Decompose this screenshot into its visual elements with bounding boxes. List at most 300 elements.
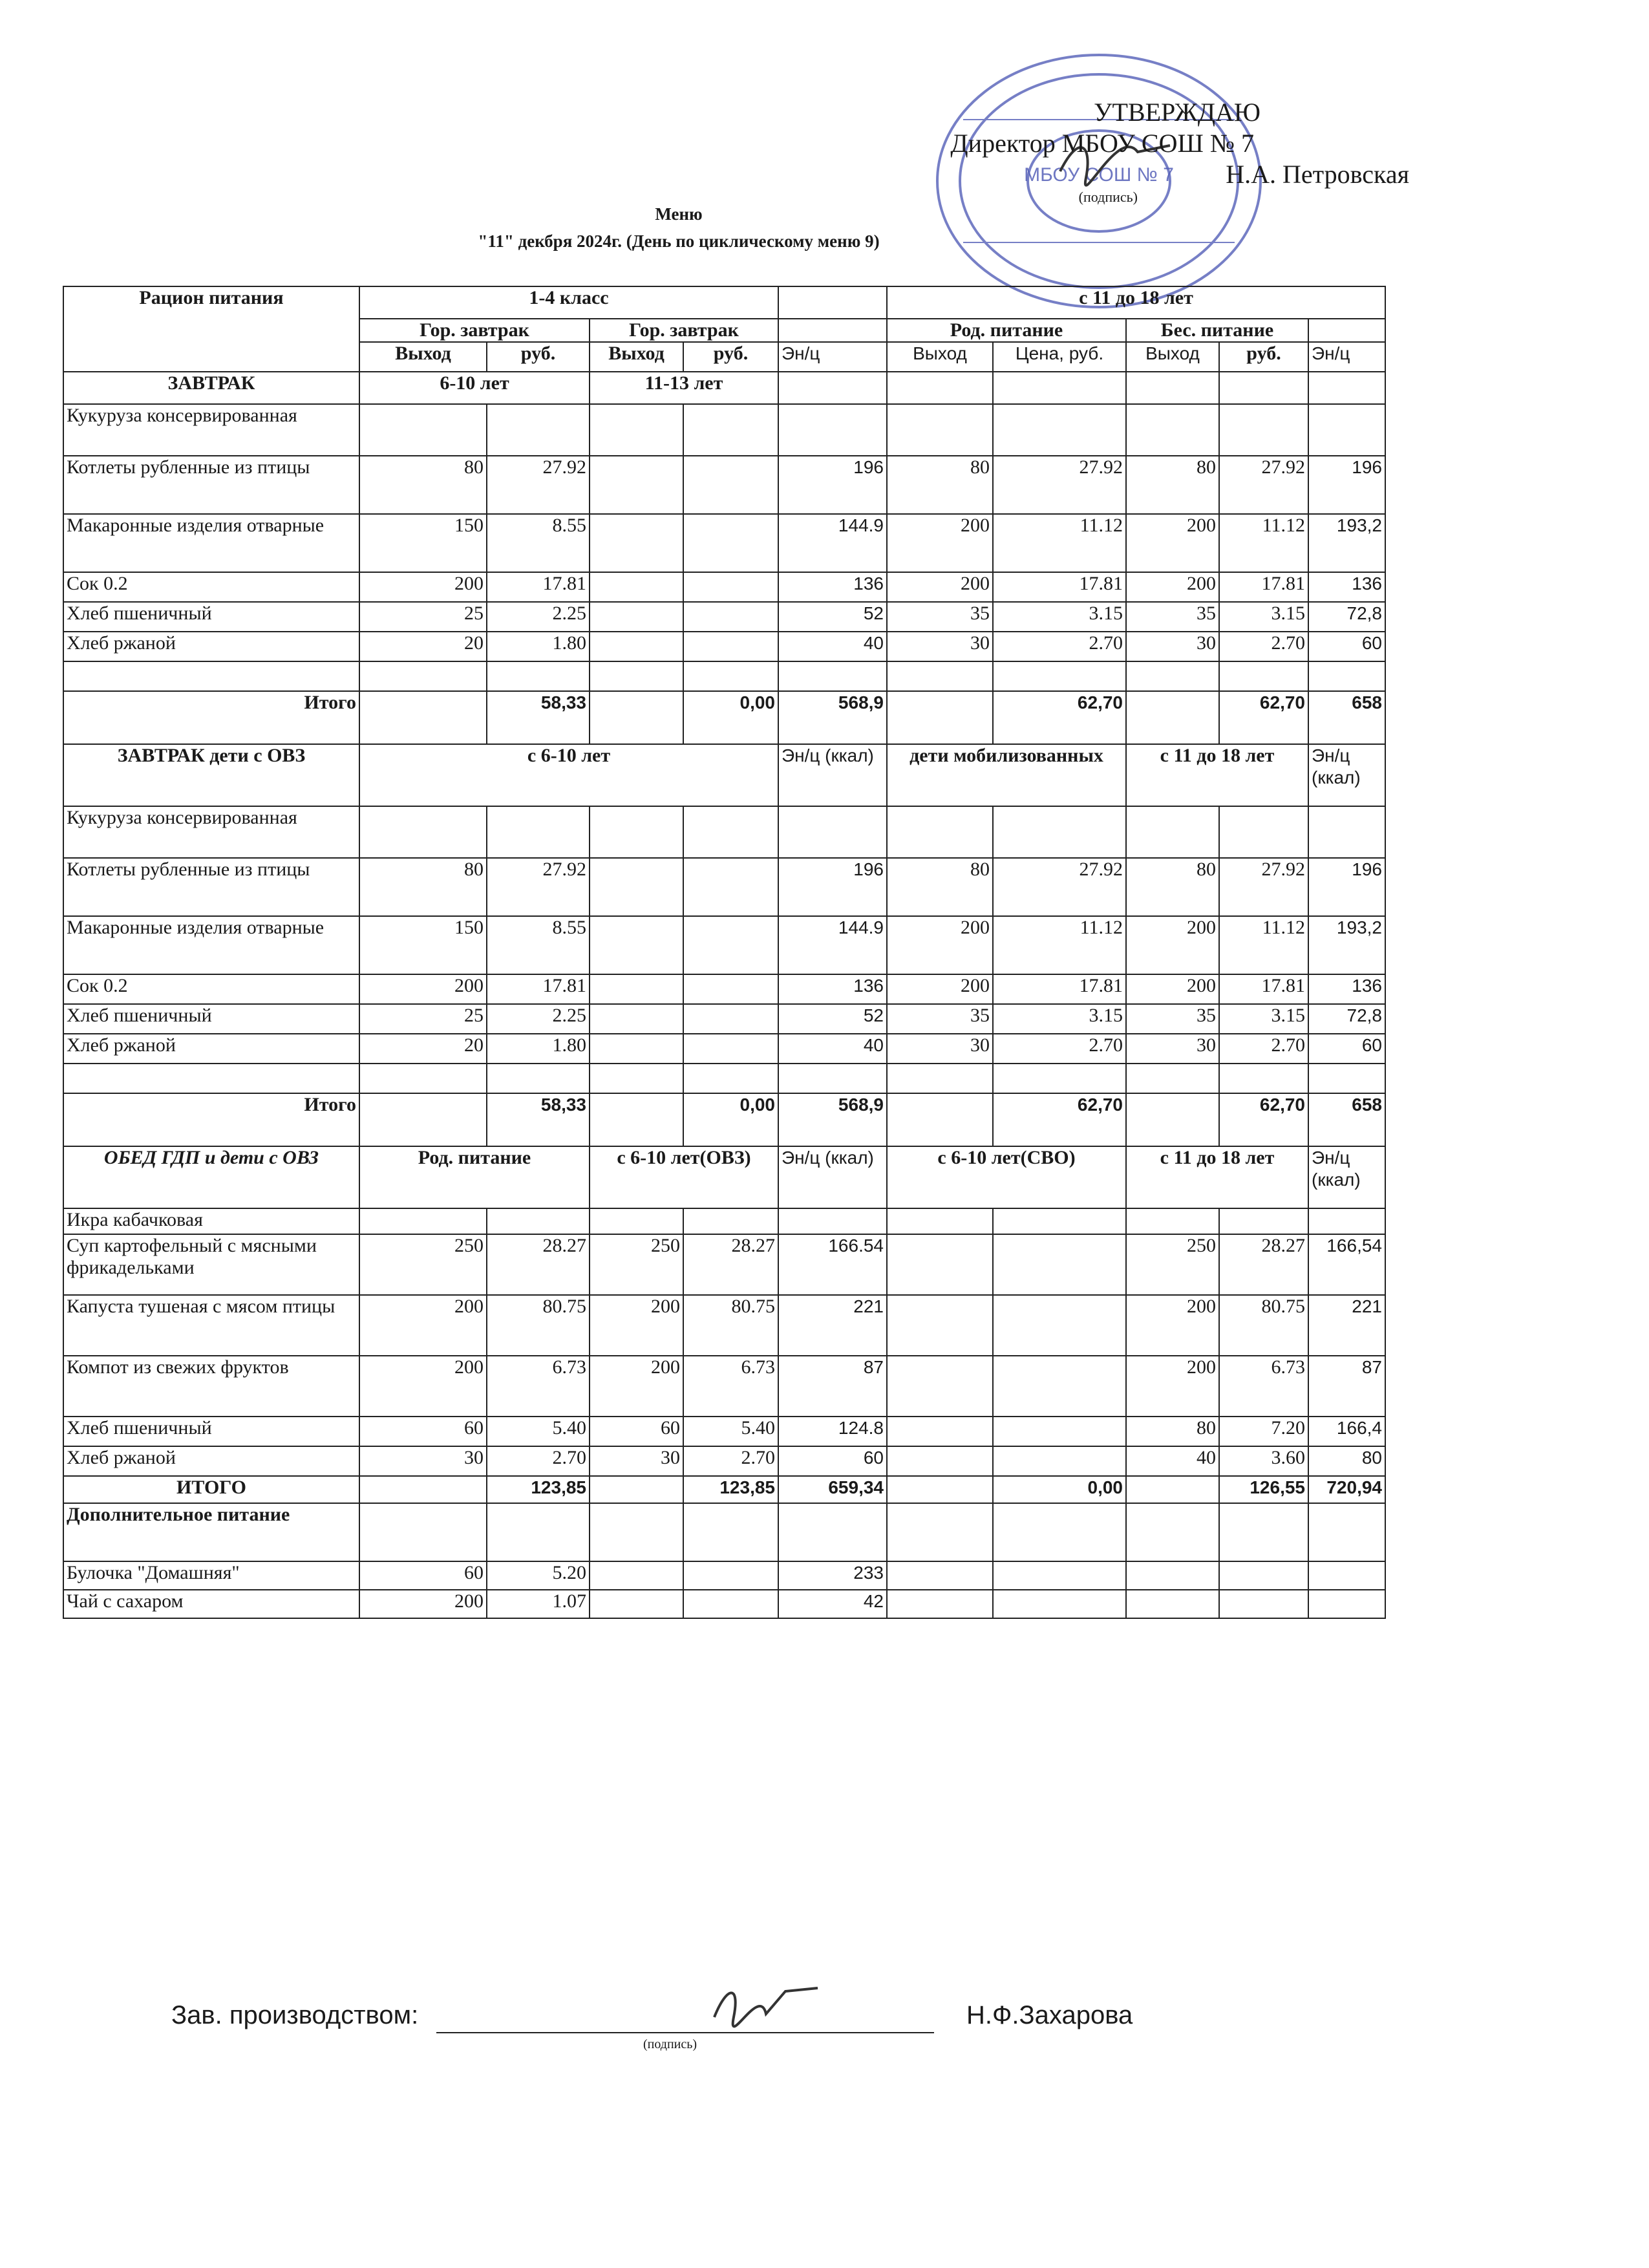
dish-value <box>683 602 778 632</box>
dish-value <box>1308 1561 1385 1590</box>
header-row-1 <box>63 286 1385 319</box>
dish-value <box>590 456 683 514</box>
dish-value: 30 <box>887 632 993 661</box>
dish-value: 80 <box>1126 456 1219 514</box>
dish-value: 136 <box>778 572 887 602</box>
dish-value: 136 <box>778 974 887 1004</box>
breakfast-ovz-energy: Эн/ц (ккал) <box>778 744 887 806</box>
total-value <box>887 1476 993 1503</box>
dish-value: 80 <box>1126 858 1219 916</box>
dish-value: 35 <box>1126 1004 1219 1034</box>
dish-value <box>993 1356 1126 1417</box>
dish-value: 27.92 <box>487 456 590 514</box>
dish-value: 30 <box>359 1446 487 1476</box>
dish-name: Хлеб пшеничный <box>63 1004 359 1034</box>
dish-value: 2.70 <box>993 632 1126 661</box>
empty-cell <box>993 1064 1126 1093</box>
dish-value: 250 <box>1126 1234 1219 1295</box>
dish-value: 28.27 <box>487 1234 590 1295</box>
dish-value: 11.12 <box>1219 916 1308 974</box>
dish-value: 80.75 <box>683 1295 778 1356</box>
dish-value <box>1308 806 1385 858</box>
total-value <box>359 1476 487 1503</box>
total-value <box>1126 1476 1219 1503</box>
empty-cell <box>1219 1503 1308 1561</box>
dish-value: 2.70 <box>683 1446 778 1476</box>
dish-value: 200 <box>887 974 993 1004</box>
dish-value <box>1126 404 1219 456</box>
extra-section-row <box>63 1503 1385 1561</box>
header-col: Выход <box>590 342 683 372</box>
dish-value <box>359 404 487 456</box>
dish-value <box>683 1004 778 1034</box>
dish-value <box>590 602 683 632</box>
dish-value <box>590 1561 683 1590</box>
breakfast-section-row <box>63 372 1385 404</box>
dish-value: 80 <box>1308 1446 1385 1476</box>
dish-value <box>778 404 887 456</box>
dish-value: 1.80 <box>487 1034 590 1064</box>
dish-value <box>590 514 683 572</box>
total-value: 58,33 <box>487 1093 590 1146</box>
dish-value <box>683 456 778 514</box>
empty-cell <box>683 661 778 691</box>
dish-value <box>683 404 778 456</box>
dish-value: 233 <box>778 1561 887 1590</box>
total-value <box>590 1476 683 1503</box>
table-row <box>63 514 1385 572</box>
dish-value <box>887 1356 993 1417</box>
dish-value <box>1308 1590 1385 1618</box>
spacer-row <box>63 661 1385 691</box>
dish-value: 11.12 <box>1219 514 1308 572</box>
dish-value: 5.40 <box>487 1417 590 1446</box>
signature-line <box>436 2032 934 2033</box>
table-row <box>63 632 1385 661</box>
dish-value: 200 <box>359 1356 487 1417</box>
empty-cell <box>1308 1064 1385 1093</box>
dish-value <box>1308 1208 1385 1234</box>
dish-value <box>1126 1561 1219 1590</box>
table-row <box>63 602 1385 632</box>
header-col: Эн/ц <box>778 342 887 372</box>
dish-value <box>590 1004 683 1034</box>
total-value: 658 <box>1308 1093 1385 1146</box>
dish-value: 30 <box>887 1034 993 1064</box>
empty-cell <box>887 661 993 691</box>
dish-value <box>683 514 778 572</box>
production-head-signature <box>708 1978 824 2037</box>
approval-title: УТВЕРЖДАЮ <box>1094 98 1261 127</box>
dish-value: 144.9 <box>778 514 887 572</box>
dish-value: 27.92 <box>487 858 590 916</box>
table-row <box>63 1034 1385 1064</box>
menu-title-line1: Меню <box>655 204 703 224</box>
dish-value: 17.81 <box>1219 974 1308 1004</box>
dish-value: 2.70 <box>487 1446 590 1476</box>
dish-value <box>683 806 778 858</box>
dish-value <box>590 572 683 602</box>
dish-value: 7.20 <box>1219 1417 1308 1446</box>
lunch-title: ОБЕД ГДП и дети с ОВЗ <box>63 1146 359 1208</box>
dish-value: 25 <box>359 1004 487 1034</box>
total-value <box>887 691 993 744</box>
total-value: 123,85 <box>487 1476 590 1503</box>
dish-name: Чай с сахаром <box>63 1590 359 1618</box>
header-gor-zavtrak-1: Гор. завтрак <box>359 319 590 342</box>
dish-value: 25 <box>359 602 487 632</box>
dish-name: Кукуруза консервированная <box>63 404 359 456</box>
dish-value <box>887 806 993 858</box>
dish-value <box>590 974 683 1004</box>
empty-cell <box>993 661 1126 691</box>
empty-cell <box>993 372 1126 404</box>
total-value <box>359 691 487 744</box>
dish-value: 200 <box>590 1356 683 1417</box>
dish-value: 80 <box>1126 1417 1219 1446</box>
dish-name: Сок 0.2 <box>63 974 359 1004</box>
dish-value <box>683 1561 778 1590</box>
breakfast-age-2: 11-13 лет <box>590 372 778 404</box>
total-value: 568,9 <box>778 1093 887 1146</box>
dish-value: 80 <box>359 456 487 514</box>
dish-value <box>683 858 778 916</box>
header-rod-pitanie: Род. питание <box>887 319 1126 342</box>
empty-cell <box>778 661 887 691</box>
empty-cell <box>887 1503 993 1561</box>
stamp-center-text: МБОУ СОШ № 7 <box>1024 164 1174 186</box>
dish-value <box>778 806 887 858</box>
dish-value <box>590 806 683 858</box>
dish-value: 52 <box>778 1004 887 1034</box>
dish-value: 2.70 <box>993 1034 1126 1064</box>
dish-value <box>993 404 1126 456</box>
dish-name: Компот из свежих фруктов <box>63 1356 359 1417</box>
dish-value: 8.55 <box>487 916 590 974</box>
dish-value: 30 <box>1126 1034 1219 1064</box>
lunch-energy: Эн/ц (ккал) <box>778 1146 887 1208</box>
approval-block <box>892 97 1409 204</box>
dish-value: 200 <box>1126 572 1219 602</box>
dish-value: 166,4 <box>1308 1417 1385 1446</box>
dish-value: 200 <box>359 1590 487 1618</box>
dish-value: 3.60 <box>1219 1446 1308 1476</box>
dish-value <box>993 1417 1126 1446</box>
dish-value <box>487 1208 590 1234</box>
extra-title: Дополнительное питание <box>63 1503 359 1561</box>
dish-value: 3.15 <box>1219 602 1308 632</box>
lunch-rod-pitanie: Род. питание <box>359 1146 590 1208</box>
table-row <box>63 572 1385 602</box>
dish-value: 6.73 <box>1219 1356 1308 1417</box>
dish-value: 42 <box>778 1590 887 1618</box>
dish-value <box>993 1561 1126 1590</box>
dish-value: 250 <box>359 1234 487 1295</box>
empty-cell <box>887 1064 993 1093</box>
header-col: руб. <box>1219 342 1308 372</box>
dish-value: 60 <box>590 1417 683 1446</box>
table-row <box>63 1561 1385 1590</box>
dish-value: 3.15 <box>993 1004 1126 1034</box>
approval-position: Директор МБОУ СОШ № 7 <box>950 129 1254 158</box>
empty-cell <box>590 661 683 691</box>
dish-value: 200 <box>1126 1295 1219 1356</box>
dish-value: 17.81 <box>487 572 590 602</box>
dish-value <box>590 858 683 916</box>
dish-value <box>683 572 778 602</box>
dish-value: 30 <box>590 1446 683 1476</box>
lunch-section-row <box>63 1146 1385 1208</box>
dish-value <box>359 1208 487 1234</box>
dish-name: Котлеты рубленные из птицы <box>63 858 359 916</box>
dish-value: 27.92 <box>993 456 1126 514</box>
dish-value <box>683 632 778 661</box>
dish-value: 72,8 <box>1308 602 1385 632</box>
dish-value <box>993 1208 1126 1234</box>
header-empty-cell <box>1308 319 1385 342</box>
dish-value <box>1126 1208 1219 1234</box>
dish-value: 35 <box>887 602 993 632</box>
dish-name: Хлеб пшеничный <box>63 1417 359 1446</box>
dish-name: Макаронные изделия отварные <box>63 916 359 974</box>
table-row <box>63 1446 1385 1476</box>
total-value: 720,94 <box>1308 1476 1385 1503</box>
table-row <box>63 806 1385 858</box>
total-value: 0,00 <box>683 1093 778 1146</box>
total-value: 659,34 <box>778 1476 887 1503</box>
dish-value: 2.25 <box>487 602 590 632</box>
dish-value <box>590 404 683 456</box>
header-col: руб. <box>487 342 590 372</box>
total-value: 0,00 <box>683 691 778 744</box>
header-empty-cell <box>778 286 887 319</box>
total-row <box>63 1476 1385 1503</box>
empty-cell <box>487 1064 590 1093</box>
dish-value: 40 <box>778 632 887 661</box>
dish-value: 3.15 <box>1219 1004 1308 1034</box>
dish-value <box>993 806 1126 858</box>
dish-value: 80 <box>359 858 487 916</box>
dish-name: Икра кабачковая <box>63 1208 359 1234</box>
header-gor-zavtrak-2: Гор. завтрак <box>590 319 778 342</box>
dish-value: 17.81 <box>993 572 1126 602</box>
dish-value: 6.73 <box>487 1356 590 1417</box>
empty-cell <box>359 1503 487 1561</box>
dish-value <box>487 806 590 858</box>
dish-value: 200 <box>1126 974 1219 1004</box>
menu-title-line2: "11" декбря 2024г. (День по циклическому меню 9) <box>478 231 880 251</box>
dish-value <box>887 1208 993 1234</box>
dish-value: 60 <box>1308 1034 1385 1064</box>
dish-value: 20 <box>359 632 487 661</box>
dish-value: 87 <box>1308 1356 1385 1417</box>
dish-value: 200 <box>359 974 487 1004</box>
dish-value: 221 <box>778 1295 887 1356</box>
breakfast-ovz-title: ЗАВТРАК дети с ОВЗ <box>63 744 359 806</box>
dish-value <box>887 1295 993 1356</box>
dish-value: 28.27 <box>683 1234 778 1295</box>
dish-value: 52 <box>778 602 887 632</box>
total-value: 123,85 <box>683 1476 778 1503</box>
dish-value: 30 <box>1126 632 1219 661</box>
total-value: 62,70 <box>993 691 1126 744</box>
header-col: руб. <box>683 342 778 372</box>
empty-cell <box>683 1503 778 1561</box>
empty-cell <box>1219 372 1308 404</box>
dish-value: 196 <box>1308 456 1385 514</box>
table-row <box>63 858 1385 916</box>
dish-value: 200 <box>887 514 993 572</box>
dish-value: 2.70 <box>1219 1034 1308 1064</box>
dish-value: 11.12 <box>993 916 1126 974</box>
breakfast-ovz-age-2: с 11 до 18 лет <box>1126 744 1308 806</box>
dish-value: 136 <box>1308 974 1385 1004</box>
header-ration: Рацион питания <box>63 286 359 372</box>
dish-value: 40 <box>778 1034 887 1064</box>
signature-caption: (подпись) <box>643 2037 697 2051</box>
empty-cell <box>590 1503 683 1561</box>
empty-cell <box>993 1503 1126 1561</box>
total-value: 126,55 <box>1219 1476 1308 1503</box>
dish-value <box>683 974 778 1004</box>
dish-value: 1.07 <box>487 1590 590 1618</box>
dish-value <box>1219 1561 1308 1590</box>
total-label: ИТОГО <box>63 1476 359 1503</box>
dish-value <box>1219 404 1308 456</box>
dish-value: 150 <box>359 514 487 572</box>
dish-name: Хлеб ржаной <box>63 1034 359 1064</box>
dish-value <box>1219 1590 1308 1618</box>
dish-value: 166.54 <box>778 1234 887 1295</box>
empty-cell <box>1219 661 1308 691</box>
dish-value: 200 <box>887 916 993 974</box>
dish-value: 20 <box>359 1034 487 1064</box>
dish-value: 35 <box>887 1004 993 1034</box>
breakfast-ovz-age-1: с 6-10 лет <box>359 744 778 806</box>
table-row <box>63 1004 1385 1034</box>
footer-name: Н.Ф.Захарова <box>966 2001 1133 2029</box>
empty-cell <box>778 1064 887 1093</box>
empty-cell <box>1308 372 1385 404</box>
dish-value: 5.40 <box>683 1417 778 1446</box>
total-value <box>590 691 683 744</box>
dish-value: 8.55 <box>487 514 590 572</box>
total-value: 62,70 <box>993 1093 1126 1146</box>
dish-value <box>993 1234 1126 1295</box>
dish-value <box>683 916 778 974</box>
dish-value: 80.75 <box>1219 1295 1308 1356</box>
dish-value: 60 <box>359 1561 487 1590</box>
dish-value: 2.70 <box>1219 632 1308 661</box>
lunch-energy-2: Эн/ц (ккал) <box>1308 1146 1385 1208</box>
lunch-age-1: с 6-10 лет(ОВЗ) <box>590 1146 778 1208</box>
dish-value <box>590 916 683 974</box>
dish-name: Хлеб ржаной <box>63 1446 359 1476</box>
dish-value <box>887 1446 993 1476</box>
approval-signature-caption: (подпись) <box>1078 189 1138 205</box>
dish-value <box>590 1208 683 1234</box>
dish-value: 11.12 <box>993 514 1126 572</box>
total-value <box>359 1093 487 1146</box>
total-label: Итого <box>63 691 359 744</box>
table-row <box>63 1417 1385 1446</box>
dish-name: Сок 0.2 <box>63 572 359 602</box>
empty-cell <box>359 1064 487 1093</box>
empty-cell <box>887 372 993 404</box>
lunch-age-2: с 11 до 18 лет <box>1126 1146 1308 1208</box>
header-col: Цена, руб. <box>993 342 1126 372</box>
dish-value: 196 <box>778 858 887 916</box>
total-value: 0,00 <box>993 1476 1126 1503</box>
dish-value <box>993 1446 1126 1476</box>
dish-value: 35 <box>1126 602 1219 632</box>
total-value <box>1126 1093 1219 1146</box>
dish-value: 136 <box>1308 572 1385 602</box>
menu-table <box>63 286 1386 1619</box>
dish-value: 60 <box>359 1417 487 1446</box>
empty-cell <box>359 661 487 691</box>
total-value: 658 <box>1308 691 1385 744</box>
dish-value <box>993 1590 1126 1618</box>
total-row <box>63 691 1385 744</box>
dish-value: 200 <box>590 1295 683 1356</box>
dish-value <box>887 1590 993 1618</box>
header-bes-pitanie: Бес. питание <box>1126 319 1308 342</box>
empty-cell <box>487 1503 590 1561</box>
total-value <box>590 1093 683 1146</box>
dish-value: 193,2 <box>1308 916 1385 974</box>
table-row <box>63 404 1385 456</box>
dish-value: 1.80 <box>487 632 590 661</box>
dish-value <box>590 632 683 661</box>
empty-cell <box>1308 661 1385 691</box>
dish-value: 6.73 <box>683 1356 778 1417</box>
empty-cell <box>778 1503 887 1561</box>
header-col: Выход <box>1126 342 1219 372</box>
dish-value: 40 <box>1126 1446 1219 1476</box>
dish-value: 72,8 <box>1308 1004 1385 1034</box>
lunch-svo: с 6-10 лет(СВО) <box>887 1146 1126 1208</box>
dish-value <box>887 1234 993 1295</box>
dish-value <box>887 1561 993 1590</box>
table-row <box>63 1356 1385 1417</box>
total-value <box>887 1093 993 1146</box>
dish-value: 5.20 <box>487 1561 590 1590</box>
header-group-11-18: с 11 до 18 лет <box>887 286 1385 319</box>
table-row <box>63 1234 1385 1295</box>
spacer-row <box>63 1064 1385 1093</box>
dish-value: 60 <box>778 1446 887 1476</box>
total-value: 62,70 <box>1219 691 1308 744</box>
dish-value: 124.8 <box>778 1417 887 1446</box>
header-col: Выход <box>359 342 487 372</box>
dish-value <box>993 1295 1126 1356</box>
dish-value <box>487 404 590 456</box>
total-value: 568,9 <box>778 691 887 744</box>
dish-value: 200 <box>1126 1356 1219 1417</box>
dish-value: 28.27 <box>1219 1234 1308 1295</box>
table-row <box>63 1590 1385 1618</box>
dish-value: 27.92 <box>1219 858 1308 916</box>
dish-value <box>778 1208 887 1234</box>
dish-name: Булочка "Домашняя" <box>63 1561 359 1590</box>
total-value: 58,33 <box>487 691 590 744</box>
dish-value <box>683 1034 778 1064</box>
dish-value: 17.81 <box>993 974 1126 1004</box>
breakfast-age-1: 6-10 лет <box>359 372 590 404</box>
dish-value: 200 <box>887 572 993 602</box>
dish-value: 200 <box>359 572 487 602</box>
